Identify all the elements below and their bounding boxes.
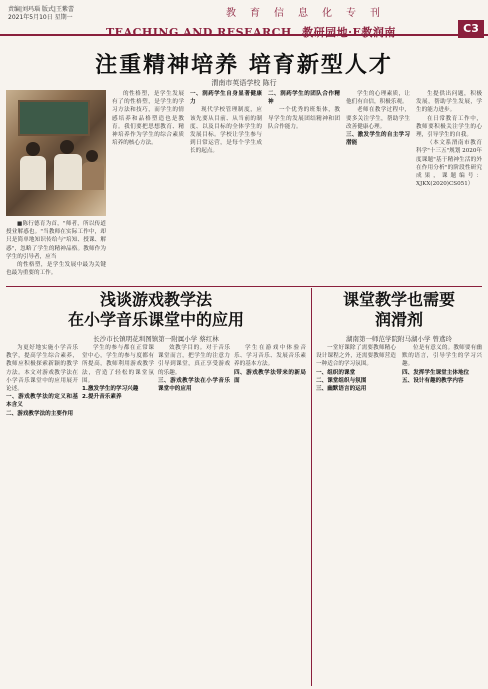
issue-meta [8, 6, 74, 22]
paragraph: 老师在教学过程中，要多关注学生，帮助学生改善健康心理。 [346, 107, 410, 130]
paragraph: 生提供出问题，积极发展，帮助学生发展，学生的能力进步。 [416, 91, 482, 114]
subheading: 一、润药学生自身显著健康力 [190, 91, 262, 106]
paragraph: 一个优秀的班集体，教导学生的发展团结精神和团队合作能力。 [268, 107, 340, 130]
student-head [26, 142, 40, 156]
article1-col6 [416, 90, 482, 284]
editor-line: 责编|刘玛瑙 版式|王紫蕾 [8, 6, 74, 13]
article2-col1 [6, 344, 78, 686]
article3-col1 [316, 344, 396, 686]
research-note: （本文系渭南市教育科学"十三五"规划 2020年度课题"基于精神生活的外在作用分析"的阶段性研究成果，课题编号：XJKX(2020)CS051） [416, 140, 482, 188]
column-divider [311, 288, 312, 686]
article1-author: 渭南市英语学校 陈行 [211, 79, 277, 87]
subheading: 1.激发学生的学习兴趣 [82, 386, 139, 393]
subheading: 四、游戏教学法带来的新局面 [234, 369, 306, 384]
article1-col1 [6, 220, 106, 284]
section-title [106, 24, 396, 40]
article3-col2 [402, 344, 482, 686]
paragraph: 为更好地实施小学音乐教学，提高学生综合素养，教师应积极探索新颖的教学方法。本文对游戏教学法在小学音乐课堂中的应用展开论述。 [6, 345, 78, 393]
section-title-cn: 教研园地·E教润南 [302, 26, 396, 39]
subheading: 四、发挥学生课堂主体地位 [402, 369, 470, 376]
student-body [54, 154, 82, 190]
article3-title-line1: 课堂教学也需要 [342, 290, 455, 309]
paragraph: 效教学目的。对于音乐课堂而言，把学生的注意力引导到课堂，真正享受游戏的乐趣。 [158, 345, 230, 376]
article2-title-line1: 浅谈游戏教学法 [99, 290, 212, 309]
subheading: 2.提升音乐素养 [82, 394, 122, 401]
classroom-board [18, 100, 90, 136]
paragraph: 现代学校管理制度，应该先要从目前、从当前的制度、以及目标的全体学生的发展目标。学校让学生参与到日常运营，是每个学生成长的起点。 [190, 107, 262, 155]
paragraph: ■陈行德育为首，"师者，所以传道授业解惑也。"当教师在实际工作中，却只是简单地知识传给与"培知、授课、解惑"，忽略了学生的精神品格。教师作为学生的引导者，应当 [6, 221, 106, 260]
date-line: 2021年5月10日 星期一 [8, 14, 73, 21]
paragraph: 学生在游戏中体验音乐、学习音乐、发展音乐素养的基本方法。 [234, 345, 306, 368]
article1-col4 [268, 90, 340, 284]
subheading: 二、课堂组织与氛围 [316, 377, 367, 384]
subheading: 三、游戏教学法在小学音乐课堂中的应用 [158, 377, 230, 393]
article2-col2 [82, 344, 154, 686]
subheading: 二、润药学生的团队合作精神 [268, 91, 340, 106]
subheading: 五、设计有趣的教学内容 [402, 377, 464, 384]
page-number-badge: C3 [458, 20, 484, 38]
article2-author: 长沙市长镇明花圳图镇第一附属小学 蔡红林 [93, 335, 219, 343]
paragraph: 位是有意义的。教师要有幽默的语言，引导学生的学习兴趣。 [402, 345, 482, 368]
article1-col2 [112, 90, 184, 284]
student-head [86, 150, 98, 162]
page-header [0, 0, 488, 44]
paragraph: 的性格塑，是学生发展中最为关键也最为重要的工作。 [6, 262, 106, 277]
article1-col3 [190, 90, 262, 284]
article2-title-line2: 在小学音乐课堂中的应用 [67, 310, 244, 329]
student-head [60, 140, 74, 154]
subheading: 三、激发学生的自主学习潜能 [346, 132, 410, 147]
student-body [20, 156, 46, 190]
article2-col3 [158, 344, 230, 686]
section-title-en: TEACHING AND RESEARCH [106, 26, 292, 39]
top-banner: 教育信息化专刊 [226, 8, 394, 19]
article1-photo [6, 90, 106, 216]
article2-col4 [234, 344, 306, 686]
section-divider [6, 286, 482, 287]
article3-author: 湖南第一师范学院附马湖小学 曾鳶玲 [345, 335, 453, 343]
subheading: 三、幽默语言的运用 [316, 386, 367, 393]
paragraph: 学生的参与都在正常课堂中心，学生的参与度都有所提高，教师利用游戏教学法，营造了轻松的课堂氛围。 [82, 345, 154, 384]
paragraph: 学生的心理素质，让他们有自信，积极乐观。 [346, 91, 410, 106]
article3-title-line2: 润滑剂 [374, 310, 423, 329]
paragraph: 的性格塑，是学生发展有了的性格塑，是学生的学习方法和技巧，而学生的情感培养和品格塑造也是教育。我们要把思想教育、精神培养作为学生的综合素质培养的核心方法。 [112, 91, 184, 147]
article1-col5 [346, 90, 410, 284]
subheading: 一、组织的课堂 [316, 369, 356, 376]
student-body [82, 162, 104, 190]
article1-title: 注重精神培养 培育新型人才 [95, 53, 393, 78]
paragraph: 一堂好课除了需要教师精心设计课程之外，还需要教师营造一种适合的学习氛围。 [316, 345, 396, 368]
subheading: 一、游戏教学法的定义和基本含义 [6, 394, 78, 409]
subheading: 二、游戏教学法的主要作用 [6, 410, 74, 417]
article3-title [316, 290, 482, 330]
image-caption: ■陈行 [17, 221, 35, 227]
paragraph: 在日常教育工作中，教师要积极关注学生的心理，引导学生的自我。 [416, 115, 482, 139]
article2-title [6, 290, 306, 330]
